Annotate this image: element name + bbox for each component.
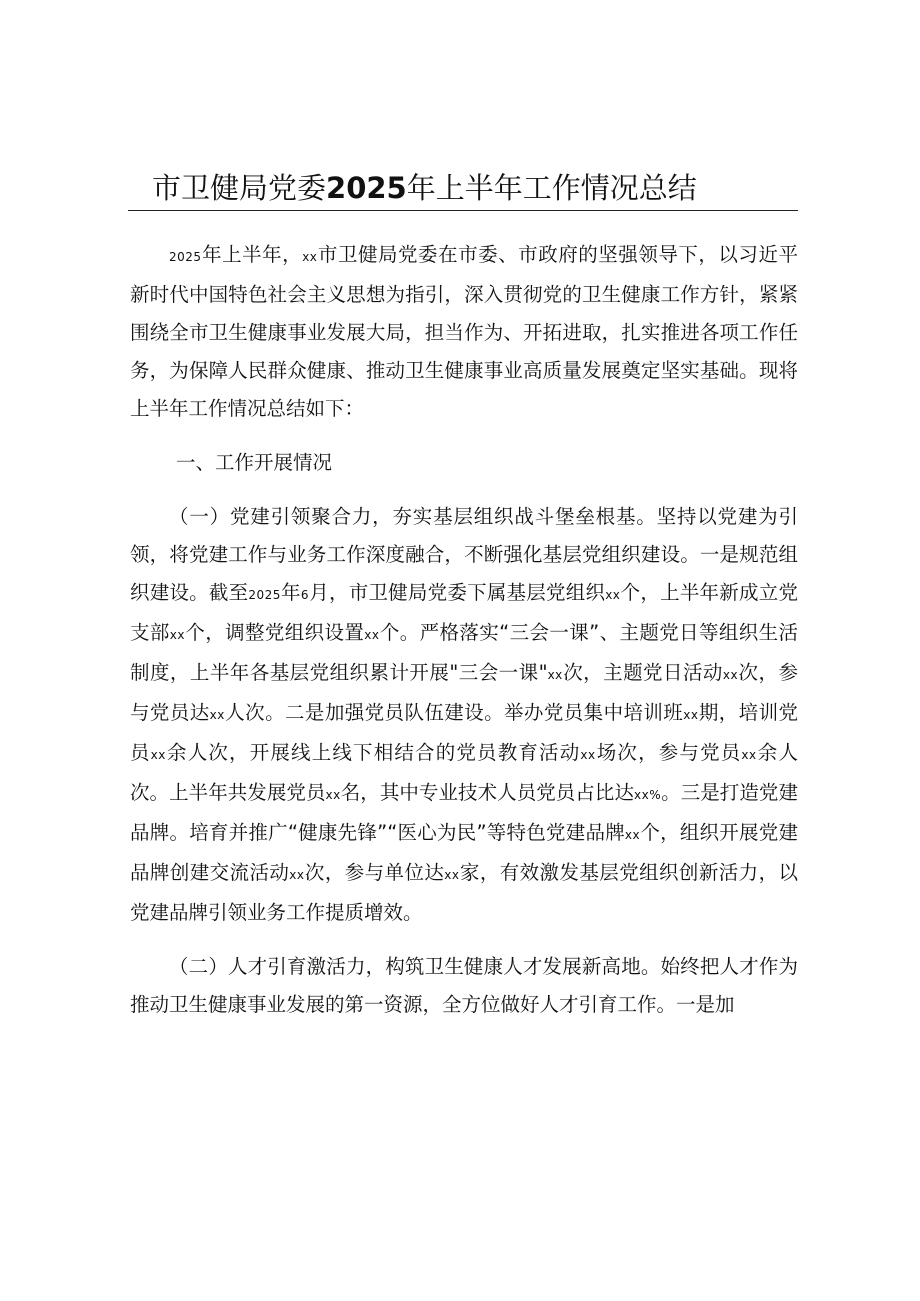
placeholder-value: xx (683, 708, 699, 722)
paragraph-talent (130, 948, 798, 1024)
title-year: 2025 (326, 171, 407, 205)
text-run: 市卫健局党委在市委、市政府的坚强领导下，以习近平新时代中国特色社会主义思想为指引，深入贯彻党的卫生健康工作方针，紧紧围绕全市卫生健康事业发展大局，担当作为、开拓进取，扎实推进各项工作任务，为保障人民群众健康、推动卫生健康事业高质量发展奠定坚实基础。现将上半年工作情况总结如下： (130, 243, 798, 420)
placeholder-value: xx (444, 868, 460, 882)
text-run: 个，组织开展党建品牌创建交流活动 (130, 821, 798, 884)
placeholder-value: xx (325, 788, 341, 802)
text-run: 次，主题党日活动 (562, 661, 723, 684)
intro-paragraph (130, 236, 798, 428)
text-run: （一）党建引领聚合力，夯实基层组织战斗堡垒根基。坚持以党建为引领，将党建工作与业务工作深度融合，不断强化基层党组织建设。一是规范组织建设。截至 (130, 505, 798, 604)
text-run: 月，市卫健局党委下属基层党组织 (309, 581, 606, 604)
placeholder-value: 6 (300, 588, 310, 602)
section-heading: 一、工作开展情况 (176, 451, 333, 474)
placeholder-value: xx (289, 868, 305, 882)
text-run: 年 (280, 581, 301, 604)
text-run: 次，参与单位达 (304, 861, 445, 884)
text-run: 期，培训党员 (130, 701, 798, 764)
paragraph-party-building (130, 498, 798, 932)
text-run: 个。严格落实“三会一课”、主题党日等组织生活制度，上半年各基层党组织累计开展"三会一课" (130, 621, 798, 684)
placeholder-value: 2025 (169, 250, 202, 264)
text-run: 名，其中专业技术人员党员占比达 (340, 781, 634, 804)
placeholder-value: xx (741, 748, 757, 762)
placeholder-value: xx (169, 628, 185, 642)
placeholder-value: xx (580, 748, 596, 762)
placeholder-value: xx (150, 748, 166, 762)
text-run: 余人次。上半年共发展党员 (130, 741, 798, 804)
text-run: 余人次，开展线上线下相结合的党员教育活动 (165, 741, 581, 764)
placeholder-value: xx (722, 668, 739, 682)
placeholder-value: xx (302, 250, 318, 264)
text-run: 场次，参与党员 (595, 741, 742, 764)
title-suffix: 年上半年工作情况总结 (406, 171, 697, 205)
placeholder-value: 2025 (248, 588, 281, 602)
placeholder-value: xx (364, 628, 380, 642)
title-block (128, 168, 798, 211)
placeholder-value: xx (624, 828, 641, 842)
text-run: 年上半年， (201, 243, 303, 266)
placeholder-value: xx (547, 668, 563, 682)
text-run: （二）人才引育激活力，构筑卫生健康人才发展新高地。始终把人才作为推动卫生健康事业发展的第一资源，全方位做好人才引育工作。一是加 (130, 955, 798, 1016)
text-run: 。三是打造党建品牌。培育并推广“健康先锋”“医心为民”等特色党建品牌 (130, 781, 798, 844)
text-run: 家，有效激发基层党组织创新活力，以党建品牌引领业务工作提质增效。 (130, 861, 798, 924)
text-run: 人次。二是加强党员队伍建设。举办党员集中培训班 (224, 701, 684, 724)
text-run: 次，参与党员达 (130, 661, 798, 724)
text-run: 个，调整党组织设置 (184, 621, 365, 644)
document-body (130, 236, 798, 1024)
title-prefix: 市卫健局党委 (152, 171, 327, 205)
placeholder-value: xx (209, 708, 225, 722)
placeholder-value: xx (605, 588, 621, 602)
page-title (152, 170, 697, 206)
text-run: 个，上半年新成立党支部 (130, 581, 798, 644)
placeholder-value: xx% (634, 788, 662, 802)
